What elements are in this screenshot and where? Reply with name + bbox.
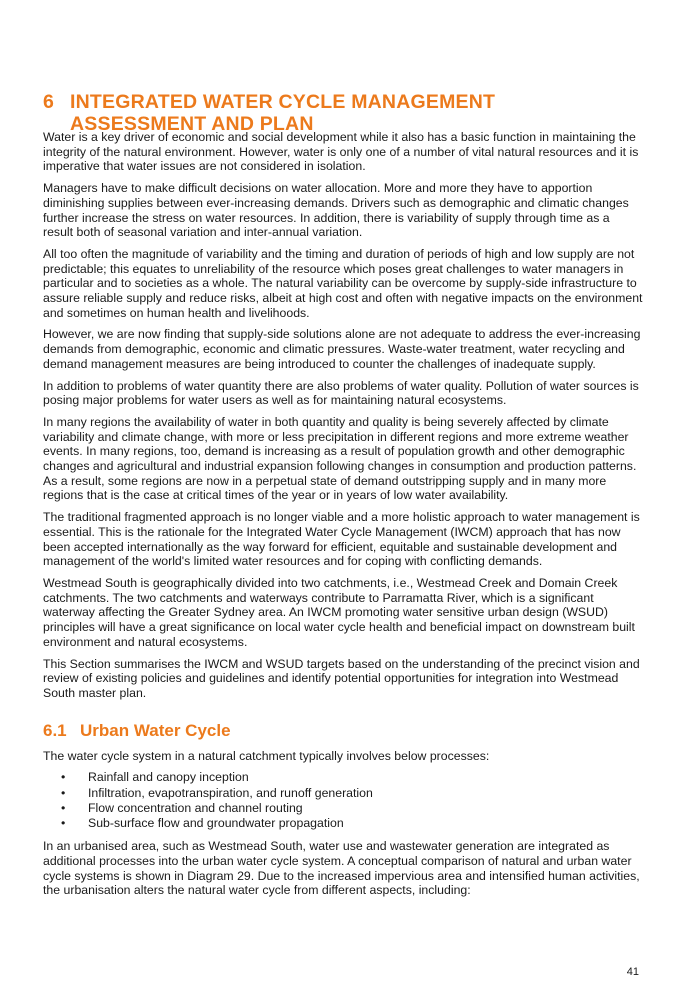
paragraph: However, we are now finding that supply-side solutions alone are not adequate to address the ever-increasing demands from demographic, economic and climatic pressures. Waste-water treatment, water recycling and demand management measures are being introduced to counter the challenges of inadequate supply. — [43, 327, 641, 371]
process-list — [43, 770, 643, 831]
section-number: 6.1 — [43, 720, 67, 740]
page-number: 41 — [626, 966, 639, 978]
paragraph: Managers have to make difficult decisions on water allocation. More and more they have to apportion diminishing supplies between ever-increasing demands. Drivers such as demographic and climatic changes further increase the stress on water resources. In addition, there is variability of supply through time as a result both of seasonal variation and inter-annual variation. — [43, 181, 629, 240]
chapter-title: INTEGRATED WATER CYCLE MANAGEMENT ASSESSMENT AND PLAN — [70, 91, 496, 136]
paragraph: The traditional fragmented approach is no longer viable and a more holistic approach to water management is essential. This is the rationale for the Integrated Water Cycle Management (IWCM) approach that has now been accepted internationally as the way forward for efficient, equitable and sustainable development and management of the world's limited water resources and for coping with conflicting demands. — [43, 510, 640, 569]
list-item: • Flow concentration and channel routing — [61, 800, 303, 815]
paragraph: All too often the magnitude of variability and the timing and duration of periods of high and low supply are not predictable; this equates to unreliability of the resource which poses great challenges to water managers in particular and to societies as a whole. The natural variability can be overcome by supply-side infrastructure to assure reliable supply and reduce risks, albeit at high cost and often with negative impacts on the environment and sometimes on human health and livelihoods. — [43, 246, 643, 320]
section-intro: The water cycle system in a natural catchment typically involves below processes: — [43, 748, 490, 763]
paragraph: Westmead South is geographically divided into two catchments, i.e., Westmead Creek and Domain Creek catchments. The two catchments and waterways contribute to Parramatta River, which is a significant waterway affecting the Greater Sydney area. An IWCM promoting water sensitive urban design (WSUD) principles will have a great significance on local water cycle health and beneficial impact on downstream built environment and natural ecosystems. — [43, 575, 635, 649]
chapter-number: 6 — [43, 91, 55, 114]
list-item: • Rainfall and canopy inception — [61, 770, 249, 785]
section-closing: In an urbanised area, such as Westmead South, water use and wastewater generation are integrated as additional processes into the urban water cycle system. A conceptual comparison of natural and urban water cycle systems is shown in Diagram 29. Due to the increased impervious area and intensified human activities, the urbanisation alters the natural water cycle from different aspects, including: — [43, 839, 640, 898]
paragraph: In addition to problems of water quantity there are also problems of water quality. Pollution of water sources is posing major problems for water users as well as for maintaining natural ecosystems. — [43, 378, 639, 408]
paragraph: In many regions the availability of water in both quantity and quality is being severely affected by climate variability and climate change, with more or less precipitation in different regions and more extreme weather events. In many regions, too, demand is increasing as a result of population growth and other demographic changes and agricultural and industrial expansion following changes in consumption and production patterns. As a result, some regions are now in a perpetual state of demand outstripping supply and in many more regions that is the case at critical times of the year or in years of low water availability. — [43, 414, 637, 503]
bullet-icon: • — [61, 815, 66, 830]
bullet-icon: • — [61, 785, 66, 800]
list-item: • Sub-surface flow and groundwater propagation — [61, 815, 344, 830]
section-heading — [43, 721, 643, 741]
section-title: Urban Water Cycle — [80, 720, 231, 740]
paragraph: This Section summarises the IWCM and WSUD targets based on the understanding of the precinct vision and review of existing policies and guidelines and identify potential opportunities for integration into Westmead South master plan. — [43, 656, 640, 700]
document-body — [43, 130, 643, 905]
paragraph: Water is a key driver of economic and social development while it also has a basic function in maintaining the integrity of the natural environment. However, water is only one of a number of vital natural resources and it is imperative that water issues are not considered in isolation. — [43, 130, 639, 174]
chapter-heading — [43, 91, 590, 135]
list-item: • Infiltration, evapotranspiration, and runoff generation — [61, 785, 373, 800]
bullet-icon: • — [61, 770, 66, 785]
bullet-icon: • — [61, 800, 66, 815]
